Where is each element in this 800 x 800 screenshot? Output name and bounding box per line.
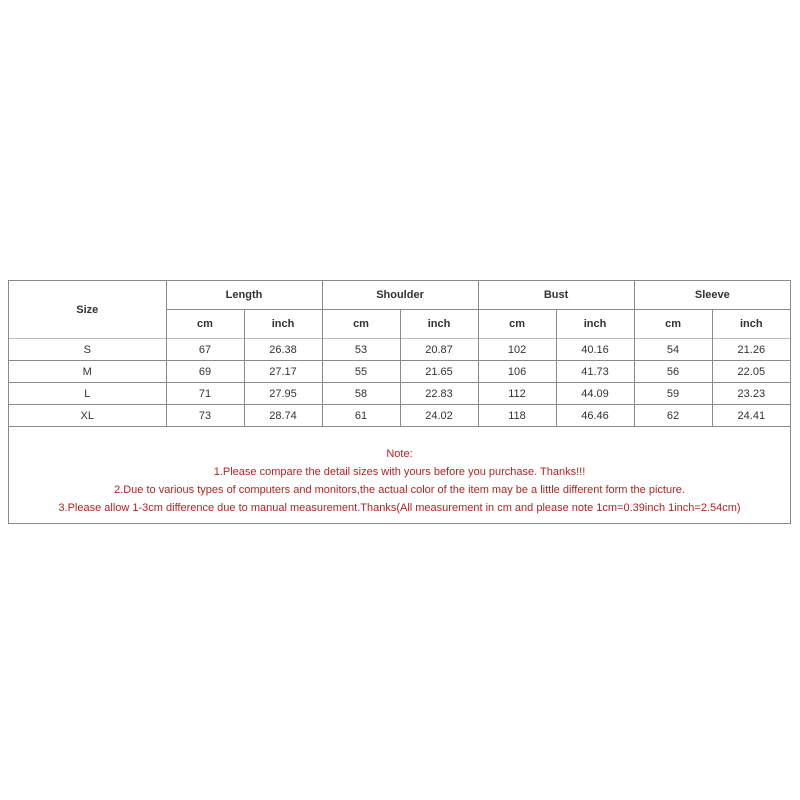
table-cell: 112: [478, 383, 556, 405]
size-cell: S: [9, 339, 166, 361]
table-cell: 102: [478, 339, 556, 361]
table-cell: 118: [478, 405, 556, 427]
table-cell: 27.17: [244, 361, 322, 383]
unit-header: inch: [244, 310, 322, 339]
unit-header: cm: [322, 310, 400, 339]
table-cell: 46.46: [556, 405, 634, 427]
table-cell: 106: [478, 361, 556, 383]
unit-header: cm: [166, 310, 244, 339]
notes-section: [9, 426, 790, 523]
unit-header: cm: [634, 310, 712, 339]
table-cell: 23.23: [712, 383, 790, 405]
table-cell: 20.87: [400, 339, 478, 361]
table-cell: 26.38: [244, 339, 322, 361]
table-row: [9, 339, 790, 361]
table-cell: 61: [322, 405, 400, 427]
size-cell: XL: [9, 405, 166, 427]
table-cell: 27.95: [244, 383, 322, 405]
group-header-shoulder: Shoulder: [322, 281, 478, 310]
group-header-length: Length: [166, 281, 322, 310]
size-cell: L: [9, 383, 166, 405]
table-row: [9, 405, 790, 427]
table-cell: 71: [166, 383, 244, 405]
table-cell: 21.65: [400, 361, 478, 383]
table-cell: 69: [166, 361, 244, 383]
group-header-bust: Bust: [478, 281, 634, 310]
unit-header: inch: [712, 310, 790, 339]
size-chart: [8, 280, 791, 524]
size-table: [9, 281, 790, 426]
group-header-sleeve: Sleeve: [634, 281, 790, 310]
table-cell: 22.83: [400, 383, 478, 405]
table-cell: 24.41: [712, 405, 790, 427]
unit-header: inch: [400, 310, 478, 339]
table-cell: 55: [322, 361, 400, 383]
table-cell: 62: [634, 405, 712, 427]
table-cell: 67: [166, 339, 244, 361]
note-line: 1.Please compare the detail sizes with yours before you purchase. Thanks!!!: [213, 466, 586, 478]
table-cell: 41.73: [556, 361, 634, 383]
table-cell: 40.16: [556, 339, 634, 361]
note-line: 2.Due to various types of computers and monitors,the actual color of the item may be a little different form the picture.: [114, 484, 685, 496]
note-title: Note:: [386, 448, 413, 460]
table-row: [9, 383, 790, 405]
note-line: 3.Please allow 1-3cm difference due to manual measurement.Thanks(All measurement in cm and please note 1cm=0.39inch 1inch=2.54cm): [58, 502, 741, 514]
table-cell: 44.09: [556, 383, 634, 405]
table-cell: 22.05: [712, 361, 790, 383]
table-cell: 59: [634, 383, 712, 405]
table-cell: 73: [166, 405, 244, 427]
table-cell: 21.26: [712, 339, 790, 361]
size-header: Size: [76, 303, 99, 316]
unit-header: inch: [556, 310, 634, 339]
table-cell: 54: [634, 339, 712, 361]
group-header-row: [9, 281, 790, 310]
table-cell: 58: [322, 383, 400, 405]
unit-header: cm: [478, 310, 556, 339]
table-cell: 53: [322, 339, 400, 361]
table-cell: 28.74: [244, 405, 322, 427]
table-cell: 24.02: [400, 405, 478, 427]
table-cell: 56: [634, 361, 712, 383]
size-cell: M: [9, 361, 166, 383]
table-row: [9, 361, 790, 383]
